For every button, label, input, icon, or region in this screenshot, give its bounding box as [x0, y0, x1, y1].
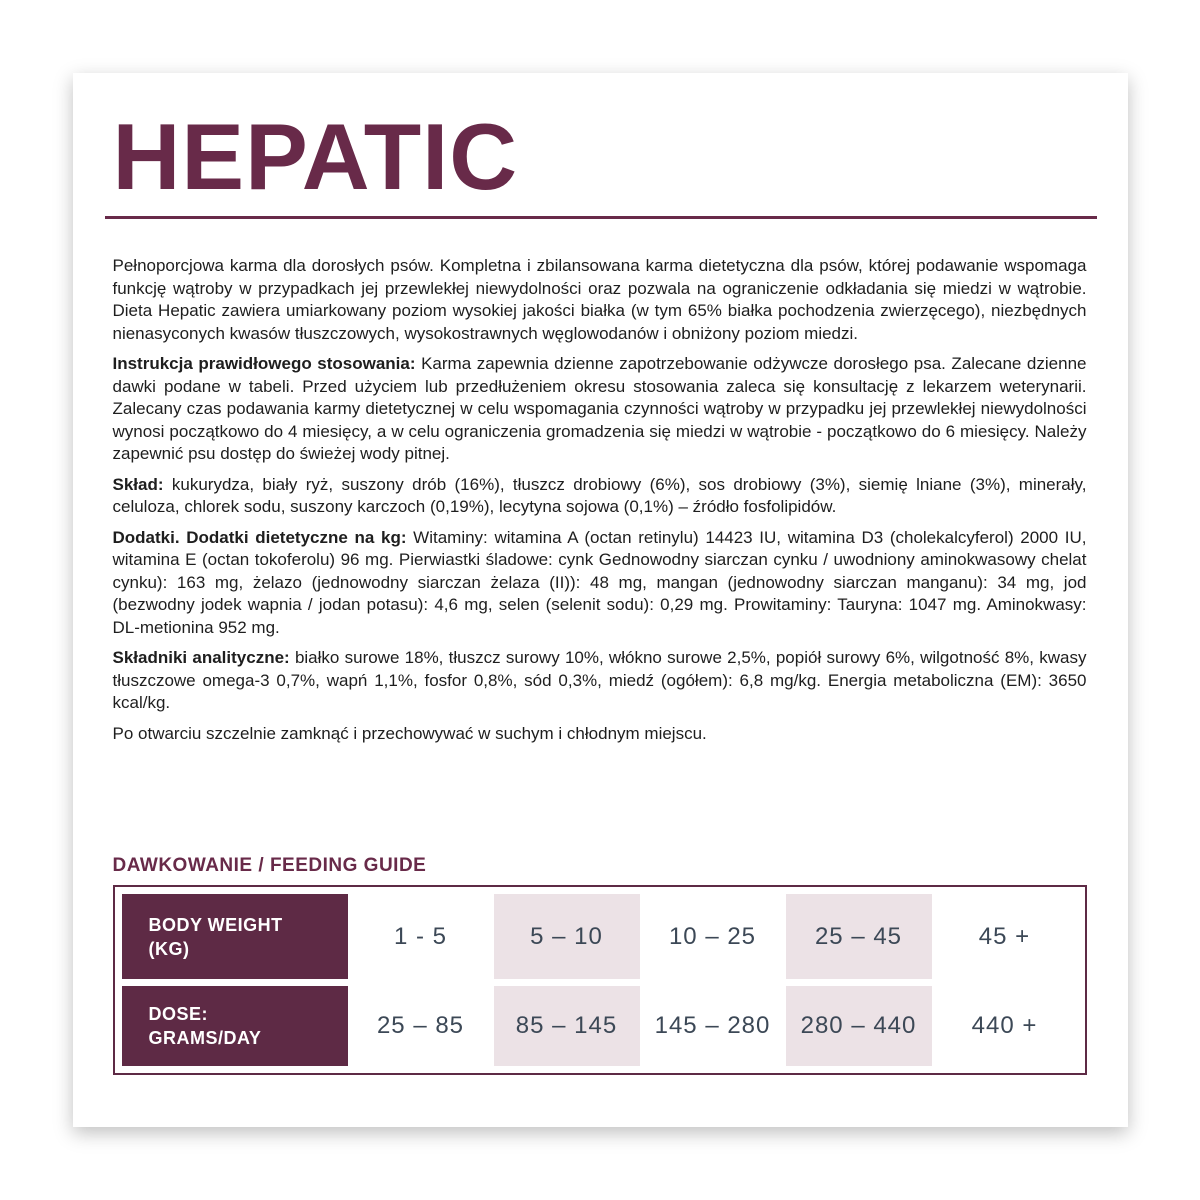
product-title: HEPATIC — [112, 104, 519, 209]
additives-text: Witaminy: witamina A (octan retinylu) 14423 IU, witamina D3 (cholekalcyferol) 2000 IU, witamina E (octan tokoferolu) 96 mg. Pierwiastki śladowe: cynk Gednowodny siarczan cynku / uwodniony aminokwasowy chelat cynku): 163 mg, żelazo (jednowodny siarczan żelaza (II)): 48 mg, mangan (jednowodny siarczan manganu): 34 mg, jod (bezwodny jodek wapnia / jodan potasu): 4,6 mg, selen (selenit sodu): 0,29 mg. Prowitaminy: Tauryna: 1047 mg. Aminokwasy: DL-metionina 952 mg. — [112, 527, 1087, 637]
row-header-line1: DOSE: — [148, 1004, 209, 1025]
composition-lead: Skład: — [112, 474, 164, 494]
table-cell-dose-4: 280 – 440 — [786, 986, 932, 1066]
table-row-body-weight — [122, 894, 1078, 979]
table-cell-dose-1: 25 – 85 — [376, 1012, 465, 1040]
additives-paragraph — [113, 527, 1087, 640]
usage-instructions-text: Karma zapewnia dzienne zapotrzebowanie odżywcze dorosłego psa. Zalecane dzienne dawki podane w tabeli. Przed użyciem lub przedłużeniem okresu stosowania zaleca się konsultację z lekarzem weterynarii. Zalecany czas podawania karmy dietetycznej w celu wspomagania czynności wątroby w przypadku jej przewlekłej niewydolności wynosi początkowo do 4 miesięcy, a w celu ograniczenia gromadzenia się miedzi w wątrobie - początkowo do 6 miesięcy. Należy zapewnić psu dostęp do świeżej wody pitnej. — [112, 354, 1087, 464]
feeding-guide-table — [113, 885, 1087, 1075]
analytical-constituents-lead: Składniki analityczne: — [112, 648, 290, 668]
composition-text: kukurydza, biały ryż, suszony drób (16%), tłuszcz drobiowy (6%), sos drobiowy (3%), siemię lniane (3%), minerały, celuloza, chlorek sodu, suszony karczoch (0,19%), lecytyna sojowa (0,1%) – źródło fosfolipidów. — [112, 474, 1087, 517]
storage-note-text: Po otwarciu szczelnie zamknąć i przechowywać w suchym i chłodnym miejscu. — [112, 723, 707, 743]
table-cell-weight-2: 5 – 10 — [494, 894, 640, 979]
table-cell-dose-2: 85 – 145 — [494, 986, 640, 1066]
additives-lead: Dodatki. Dodatki dietetyczne na kg: — [112, 527, 407, 547]
label-body-text — [113, 255, 1087, 745]
table-cell-dose-5: 440 + — [971, 1012, 1038, 1040]
row-header-line1: BODY WEIGHT — [148, 914, 283, 935]
table-cell-weight-3: 10 – 25 — [668, 922, 757, 950]
row-header-body-weight — [122, 894, 348, 979]
product-label-card — [73, 73, 1128, 1127]
storage-note — [113, 723, 1087, 746]
title-divider — [105, 216, 1097, 219]
intro-text: Pełnoporcjowa karma dla dorosłych psów. Kompletna i zbilansowana karma dietetyczna dla psów, której podawanie wspomaga funkcję wątroby w przypadkach jej przewlekłej niewydolności oraz pozwala na ograniczenie odkładania się miedzi w wątrobie. Dieta Hepatic zawiera umiarkowany poziom wysokiej jakości białka (w tym 65% białka pochodzenia zwierzęcego), niezbędnych nienasyconych kwasów tłuszczowych, wysokostrawnych węglowodanów i obniżony poziom miedzi. — [112, 256, 1087, 343]
analytical-constituents-text: białko surowe 18%, tłuszcz surowy 10%, włókno surowe 2,5%, popiół surowy 6%, wilgotność 8%, kwasy tłuszczowe omega-3 0,7%, wapń 1,1%, fosfor 0,8%, sód 0,3%, miedź (ogółem): 6,8 mg/kg. Energia metaboliczna (EM): 3650 kcal/kg. — [112, 648, 1087, 713]
table-cell-weight-4: 25 – 45 — [786, 894, 932, 979]
table-cell-weight-1: 1 - 5 — [393, 922, 448, 950]
table-row-dose — [122, 986, 1078, 1066]
row-header-line2: (KG) — [148, 938, 190, 959]
intro-paragraph — [113, 255, 1087, 345]
composition-paragraph — [113, 474, 1087, 519]
table-cell-weight-5: 45 + — [978, 922, 1031, 950]
feeding-guide-heading: DAWKOWANIE / FEEDING GUIDE — [112, 855, 427, 877]
row-header-dose — [122, 986, 348, 1066]
table-cell-dose-3: 145 – 280 — [654, 1012, 771, 1040]
usage-instructions-paragraph — [113, 353, 1087, 466]
analytical-constituents-paragraph — [113, 647, 1087, 715]
row-header-line2: GRAMS/DAY — [148, 1028, 262, 1049]
usage-instructions-lead: Instrukcja prawidłowego stosowania: — [112, 354, 416, 374]
